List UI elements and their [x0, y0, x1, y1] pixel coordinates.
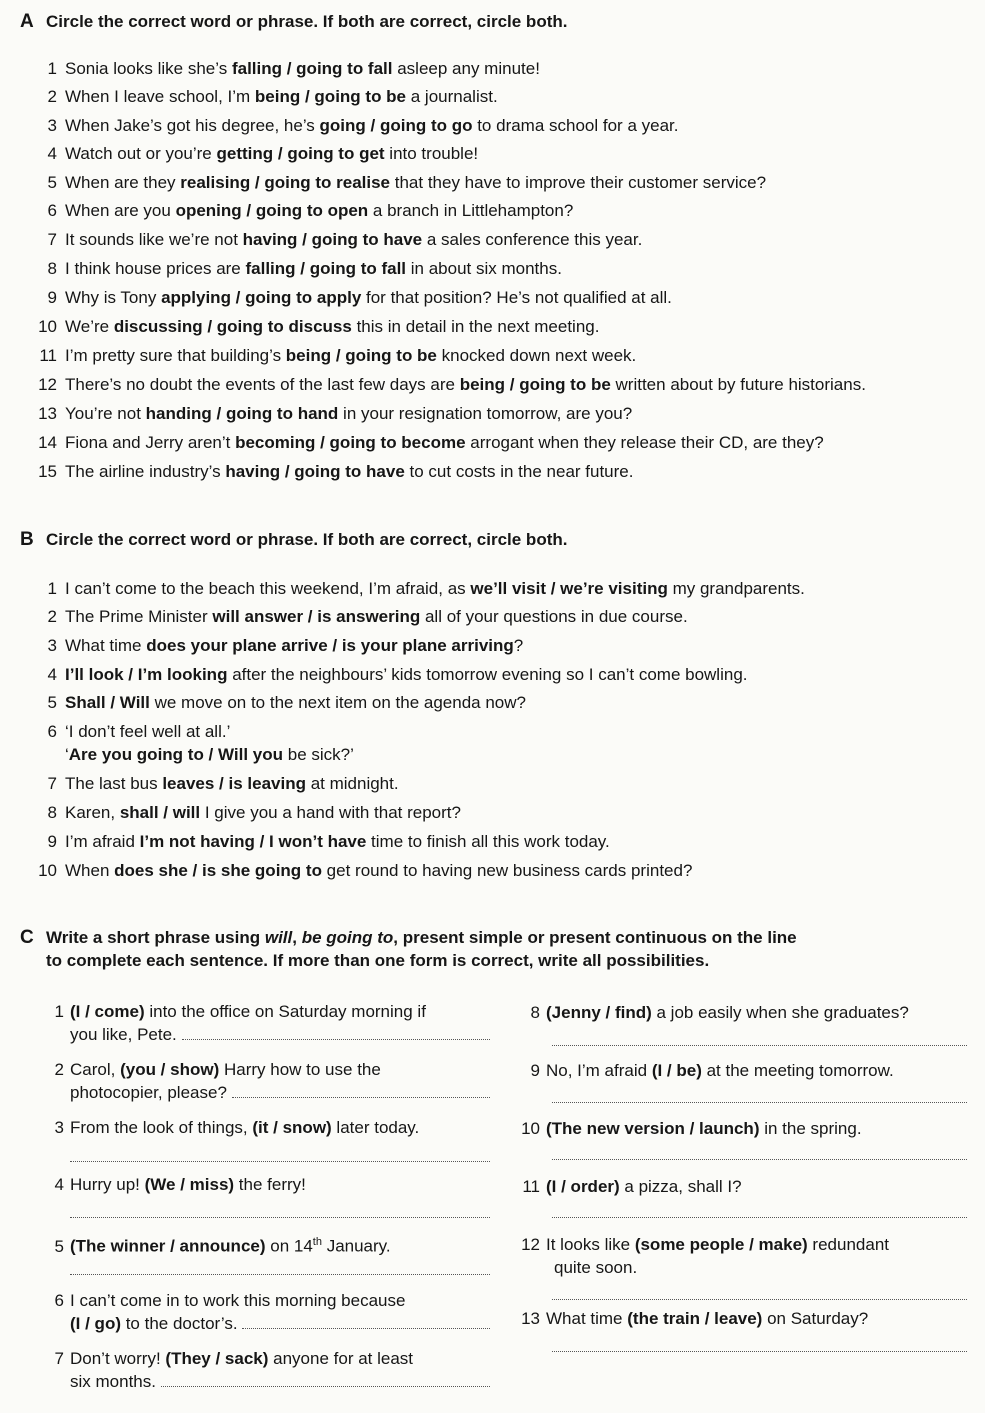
option-phrase[interactable]: having / going to have — [242, 230, 423, 249]
item-text-post: for that position? He’s not qualified at all. — [361, 288, 672, 307]
item-number: 2 — [47, 87, 57, 106]
item-number: 2 — [54, 1060, 64, 1079]
item-text-post: a branch in Littlehampton? — [368, 201, 574, 220]
option-phrase[interactable]: Shall / Will — [65, 693, 150, 712]
item-text-post: ? — [513, 636, 524, 655]
item-line1: 13 What time (the train / leave) on Saturday? — [498, 1307, 968, 1330]
item-text-post: we move on to the next item on the agenda now? — [149, 693, 526, 712]
section-a-item-11 — [0, 345, 636, 367]
item-number: 12 — [38, 375, 57, 394]
section-a-item-10 — [0, 316, 599, 338]
item-number: 2 — [47, 607, 57, 626]
item-number: 11 — [522, 1177, 540, 1196]
item-text-pre: Sonia looks like she’s — [65, 59, 232, 78]
item-number: 9 — [47, 288, 57, 307]
verb-prompt: (The winner / announce) — [70, 1236, 266, 1256]
item-text-pre: When are they — [65, 173, 181, 192]
item-text-pre: It sounds like we’re not — [65, 230, 243, 249]
item-number: 6 — [47, 201, 57, 220]
section-c-letter: C — [20, 927, 34, 948]
section-b-item-5 — [0, 692, 526, 714]
item-number: 9 — [530, 1061, 540, 1080]
item-text-post: in your resignation tomorrow, are you? — [338, 404, 633, 423]
answer-blank[interactable] — [552, 1350, 967, 1352]
item-line2: you like, Pete. — [40, 1023, 495, 1046]
item-line1: 12 It looks like (some people / make) redundant — [498, 1233, 968, 1256]
item-number: 13 — [38, 404, 57, 423]
verb-prompt: (some people / make) — [634, 1235, 808, 1254]
item-line1: 1 (I / come) into the office on Saturday morning if — [40, 1000, 495, 1023]
option-phrase[interactable]: getting / going to get — [216, 144, 385, 163]
item-text-pre: When — [65, 861, 115, 880]
option-phrase[interactable]: being / going to be — [254, 87, 407, 106]
answer-blank[interactable] — [552, 1158, 967, 1160]
item-text-pre: ‘I don’t feel well at all.’ — [65, 722, 231, 741]
item-number: 9 — [47, 832, 57, 851]
section-c-item-11 — [498, 1175, 968, 1198]
section-b-item-4 — [0, 664, 748, 686]
option-phrase[interactable]: I’ll look / I’m looking — [65, 665, 228, 684]
item-text-post: at midnight. — [305, 774, 399, 793]
option-phrase[interactable]: does she / is she going to — [114, 861, 322, 880]
item-number: 1 — [47, 59, 57, 78]
item-text-pre: The last bus — [65, 774, 163, 793]
section-b-item-3 — [0, 635, 523, 657]
answer-blank[interactable] — [552, 1216, 967, 1218]
item-text-pre: Karen, — [65, 803, 120, 822]
section-c-item-13 — [498, 1307, 968, 1330]
section-b-item-1 — [0, 578, 805, 600]
answer-blank[interactable] — [70, 1216, 490, 1218]
item-line1: 7 Don’t worry! (They / sack) anyone for at least — [40, 1347, 495, 1370]
item-line2: six months. — [40, 1370, 495, 1393]
verb-prompt: (We / miss) — [144, 1175, 235, 1194]
item-text-post: to drama school for a year. — [472, 116, 679, 135]
item-number: 1 — [54, 1002, 64, 1021]
item-number: 4 — [47, 665, 57, 684]
item-text-post: that they have to improve their customer service? — [390, 173, 767, 192]
section-c-item-10 — [498, 1117, 968, 1140]
section-a-instruction: Circle the correct word or phrase. If both are correct, circle both. — [46, 12, 568, 31]
section-c-item-2 — [40, 1058, 495, 1104]
section-b-instruction: Circle the correct word or phrase. If both are correct, circle both. — [46, 530, 568, 549]
option-phrase[interactable]: discussing / going to discuss — [113, 317, 352, 336]
item-number: 11 — [39, 346, 57, 365]
item-line2: quite soon. — [554, 1258, 638, 1277]
item-text-pre: When Jake’s got his degree, he’s — [65, 116, 320, 135]
option-phrase[interactable]: opening / going to open — [175, 201, 369, 220]
section-c-item-1 — [40, 1000, 495, 1046]
section-a-item-4 — [0, 143, 478, 165]
item-text-post: written about by future historians. — [610, 375, 866, 394]
item-text-post: my grandparents. — [667, 579, 805, 598]
section-c-item-8 — [498, 1001, 968, 1024]
item-line2: photocopier, please? — [40, 1081, 495, 1104]
section-c-heading: C Write a short phrase using will, be going to, present simple or present continuous on the line to complete each sentence. If more than one form is correct, write all possibilities. — [20, 927, 797, 970]
item-text-post: all of your questions in due course. — [420, 607, 688, 626]
item-text-pre: You’re not — [65, 404, 146, 423]
item-number: 10 — [38, 317, 57, 336]
verb-prompt: (I / come) — [70, 1002, 145, 1021]
section-b-letter: B — [20, 529, 34, 550]
item-text-post: into trouble! — [384, 144, 479, 163]
verb-prompt: (I / order) — [546, 1177, 620, 1196]
item-text-pre: Why is Tony — [65, 288, 162, 307]
item-number: 4 — [54, 1175, 64, 1194]
item-text-post: arrogant when they release their CD, are they? — [465, 433, 824, 452]
option-phrase[interactable]: becoming / going to become — [235, 433, 466, 452]
item-text-pre: Fiona and Jerry aren’t — [65, 433, 236, 452]
item-number: 15 — [38, 462, 57, 481]
item-number: 5 — [54, 1236, 64, 1256]
verb-prompt: (I / be) — [651, 1061, 702, 1080]
answer-blank[interactable] — [161, 1371, 490, 1387]
section-a-heading — [20, 10, 567, 33]
item-number: 8 — [47, 803, 57, 822]
verb-prompt: (Jenny / find) — [546, 1003, 652, 1022]
section-c-item-4 — [40, 1173, 495, 1196]
item-text-pre: I think house prices are — [65, 259, 246, 278]
item-number: 13 — [521, 1309, 540, 1328]
item-number: 5 — [47, 173, 57, 192]
section-b-item-6-line2: ‘Are you going to / Will you be sick?’ — [65, 745, 354, 764]
item-number: 10 — [521, 1119, 540, 1138]
item-text-post: in about six months. — [406, 259, 562, 278]
option-phrase[interactable]: falling / going to fall — [231, 59, 393, 78]
item-number: 7 — [47, 230, 57, 249]
option-phrase[interactable]: falling / going to fall — [245, 259, 407, 278]
item-line1: 3 From the look of things, (it / snow) later today. — [40, 1116, 495, 1139]
item-text-post: a journalist. — [406, 87, 498, 106]
item-text-post: to cut costs in the near future. — [404, 462, 634, 481]
option-phrase[interactable]: Are you going to / Will you — [68, 745, 284, 764]
item-line1: 6 I can’t come in to work this morning because — [40, 1289, 495, 1312]
item-text-pre: Watch out or you’re — [65, 144, 217, 163]
section-b-heading — [20, 528, 567, 551]
item-text-pre: I can’t come to the beach this weekend, I’m afraid, as — [65, 579, 471, 598]
item-text-post: a sales conference this year. — [422, 230, 643, 249]
section-a-item-12 — [0, 374, 866, 396]
option-phrase[interactable]: I’m not having / I won’t have — [139, 832, 367, 851]
section-c-item-12 — [498, 1233, 968, 1279]
option-phrase[interactable]: does your plane arrive / is your plane arriving — [146, 636, 514, 655]
answer-blank[interactable] — [182, 1024, 490, 1040]
item-line2: (I / go) to the doctor’s. — [40, 1312, 495, 1335]
item-number: 12 — [521, 1235, 540, 1254]
item-text-post: asleep any minute! — [392, 59, 540, 78]
verb-prompt: (The new version / launch) — [546, 1119, 760, 1138]
section-a-item-2 — [0, 86, 498, 108]
option-phrase[interactable]: we’ll visit / we’re visiting — [470, 579, 668, 598]
answer-blank[interactable] — [552, 1044, 967, 1046]
section-a-item-14 — [0, 432, 824, 454]
item-text-post: get round to having new business cards printed? — [321, 861, 693, 880]
answer-blank[interactable] — [232, 1082, 490, 1098]
item-text-pre: I’m afraid — [65, 832, 140, 851]
item-number: 1 — [47, 579, 57, 598]
item-number: 3 — [54, 1118, 64, 1137]
item-text-post: time to finish all this work today. — [366, 832, 610, 851]
item-line1: 5 (The winner / announce) on 14th January. — [40, 1231, 495, 1258]
section-a-item-6 — [0, 200, 573, 222]
section-a-item-3 — [0, 115, 678, 137]
option-phrase[interactable]: leaves / is leaving — [162, 774, 306, 793]
section-a-item-13 — [0, 403, 632, 425]
answer-blank[interactable] — [70, 1160, 490, 1162]
item-text-pre: What time — [65, 636, 147, 655]
item-line1: 9 No, I’m afraid (I / be) at the meeting tomorrow. — [498, 1059, 968, 1082]
item-number: 5 — [47, 693, 57, 712]
section-b-item-6 — [0, 721, 230, 743]
item-text-pre: I’m pretty sure that building’s — [65, 346, 286, 365]
item-text-post: knocked down next week. — [436, 346, 637, 365]
section-b-item-9 — [0, 831, 610, 853]
item-text-pre: There’s no doubt the events of the last few days are — [65, 375, 460, 394]
item-number: 4 — [47, 144, 57, 163]
item-line1: 2 Carol, (you / show) Harry how to use the — [40, 1058, 495, 1081]
option-phrase[interactable]: applying / going to apply — [161, 288, 362, 307]
verb-prompt: (it / snow) — [252, 1118, 332, 1137]
item-number: 14 — [38, 433, 57, 452]
item-text-post: after the neighbours’ kids tomorrow evening so I can’t come bowling. — [227, 665, 748, 684]
item-text-pre: When are you — [65, 201, 176, 220]
item-number: 7 — [54, 1349, 64, 1368]
verb-prompt: (you / show) — [120, 1060, 220, 1079]
section-a-item-1 — [0, 58, 540, 80]
item-text-post: I give you a hand with that report? — [200, 803, 461, 822]
item-line1: 11 (I / order) a pizza, shall I? — [498, 1175, 968, 1198]
answer-blank[interactable] — [70, 1273, 490, 1275]
verb-prompt: (I / go) — [70, 1314, 121, 1333]
section-a-letter: A — [20, 11, 34, 32]
answer-blank[interactable] — [552, 1101, 967, 1103]
verb-prompt: (They / sack) — [165, 1349, 269, 1368]
item-text-pre: We’re — [65, 317, 114, 336]
item-text-pre: The airline industry’s — [65, 462, 226, 481]
item-number: 6 — [54, 1291, 64, 1310]
section-a-item-7 — [0, 229, 642, 251]
item-number: 7 — [47, 774, 57, 793]
section-b-item-7 — [0, 773, 399, 795]
section-a-item-8 — [0, 258, 562, 280]
option-phrase[interactable]: shall / will — [119, 803, 201, 822]
option-phrase[interactable]: being / going to be — [459, 375, 611, 394]
option-phrase[interactable]: going / going to go — [319, 116, 473, 135]
section-c-item-7 — [40, 1347, 495, 1393]
item-number: 3 — [47, 116, 57, 135]
section-b-item-2 — [0, 606, 688, 628]
item-text-pre: The Prime Minister — [65, 607, 213, 626]
answer-blank[interactable] — [552, 1298, 967, 1300]
section-c-instruction-line2: to complete each sentence. If more than one form is correct, write all possibilities. — [46, 951, 710, 970]
answer-blank[interactable] — [242, 1313, 490, 1329]
section-a-item-5 — [0, 172, 766, 194]
item-number: 8 — [530, 1003, 540, 1022]
option-phrase[interactable]: will answer / is answering — [212, 607, 421, 626]
verb-prompt: (the train / leave) — [627, 1309, 763, 1328]
section-b-item-10 — [0, 860, 692, 882]
item-line1: 8 (Jenny / find) a job easily when she graduates? — [498, 1001, 968, 1024]
section-b-item-8 — [0, 802, 461, 824]
option-phrase[interactable]: handing / going to hand — [145, 404, 339, 423]
section-c-item-9 — [498, 1059, 968, 1082]
option-phrase[interactable]: having / going to have — [225, 462, 405, 481]
item-line1: 4 Hurry up! (We / miss) the ferry! — [40, 1173, 495, 1196]
item-line1: 10 (The new version / launch) in the spring. — [498, 1117, 968, 1140]
item-number: 6 — [47, 722, 57, 741]
section-c-item-3 — [40, 1116, 495, 1139]
item-text-post: this in detail in the next meeting. — [351, 317, 600, 336]
section-a-item-9 — [0, 287, 672, 309]
section-a-item-15 — [0, 461, 633, 483]
option-phrase[interactable]: being / going to be — [285, 346, 437, 365]
item-number: 8 — [47, 259, 57, 278]
section-c-item-5 — [40, 1231, 495, 1258]
item-number: 3 — [47, 636, 57, 655]
option-phrase[interactable]: realising / going to realise — [180, 173, 391, 192]
item-text-pre: When I leave school, I’m — [65, 87, 255, 106]
section-c-item-6 — [40, 1289, 495, 1335]
item-number: 10 — [38, 861, 57, 880]
